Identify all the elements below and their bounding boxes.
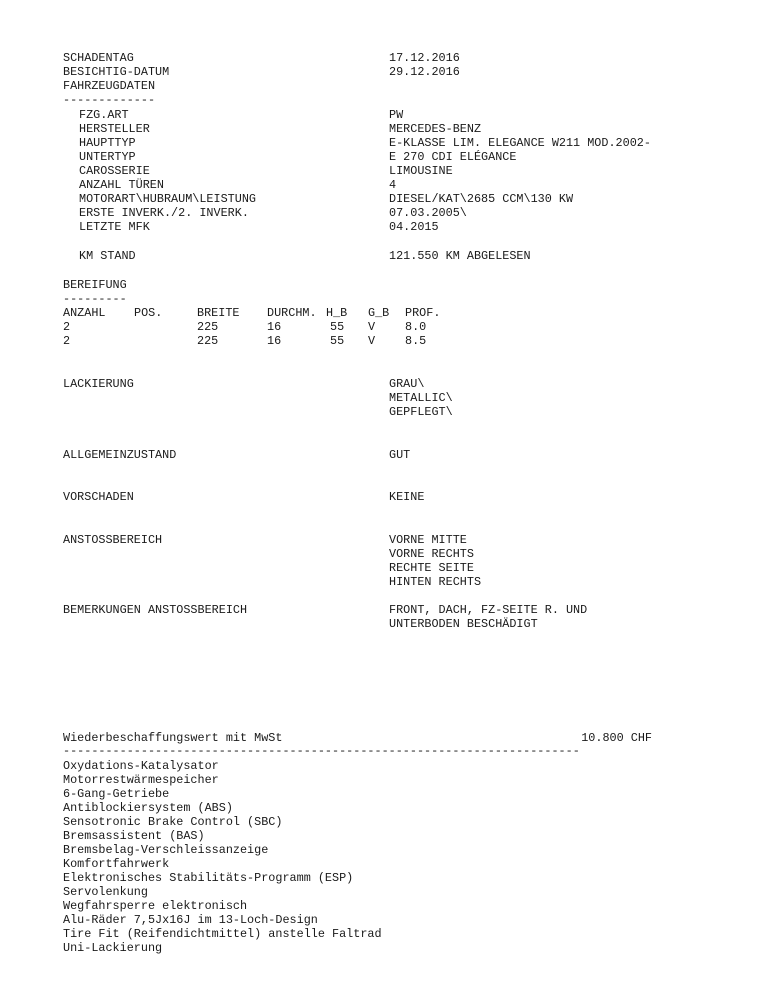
allgemeinzustand-value: GUT	[389, 448, 411, 462]
equipment-item: Bremsbelag-Verschleissanzeige	[63, 843, 269, 857]
tires-heading: BEREIFUNG	[63, 278, 127, 292]
tires-cell: 225	[197, 334, 219, 348]
wert-value: 10.800 CHF	[581, 731, 652, 745]
vorschaden-value: KEINE	[389, 490, 425, 504]
vehicle-label: MOTORART\HUBRAUM\LEISTUNG	[79, 192, 256, 206]
vehicle-value: E-KLASSE LIM. ELEGANCE W211 MOD.2002-	[389, 136, 651, 150]
tires-cell: 55	[330, 334, 345, 348]
bemerkungen-value-line: FRONT, DACH, FZ-SEITE R. UND	[389, 603, 588, 617]
tires-header-pos: POS.	[134, 306, 163, 320]
lackierung-value-line: METALLIC\	[389, 391, 453, 405]
vehicle-label: HAUPTTYP	[79, 136, 136, 150]
equipment-item: Elektronisches Stabilitäts-Programm (ESP)	[63, 871, 354, 885]
vehicle-value: MERCEDES-BENZ	[389, 122, 482, 136]
equipment-item: Tire Fit (Reifendichtmittel) anstelle Faltrad	[63, 927, 382, 941]
anstossbereich-value-line: RECHTE SEITE	[389, 561, 474, 575]
vehicle-label: FZG.ART	[79, 108, 129, 122]
tires-cell: 55	[330, 320, 345, 334]
equipment-item: Oxydations-Katalysator	[63, 759, 219, 773]
tires-header-durchm: DURCHM.	[267, 306, 317, 320]
vehicle-label: UNTERTYP	[79, 150, 136, 164]
vehicle-value: 4	[389, 178, 397, 192]
tires-cell: 225	[197, 320, 219, 334]
fahrzeugdaten-heading: FAHRZEUGDATEN	[63, 79, 156, 93]
tires-cell: V	[368, 320, 376, 334]
tires-cell: 8.0	[405, 320, 427, 334]
tires-header-breite: BREITE	[197, 306, 240, 320]
tires-header-prof: PROF.	[405, 306, 441, 320]
tires-rule: ---------	[63, 292, 127, 306]
equipment-item: Antiblockiersystem (ABS)	[63, 801, 233, 815]
equipment-item: Alu-Räder 7,5Jx16J im 13-Loch-Design	[63, 913, 318, 927]
vehicle-value: PW	[389, 108, 404, 122]
tires-header-gb: G_B	[368, 306, 390, 320]
wert-rule: -------------------------------------------------------------------------	[63, 744, 580, 758]
equipment-item: 6-Gang-Getriebe	[63, 787, 170, 801]
vehicle-value: DIESEL/KAT\2685 CCM\130 KW	[389, 192, 574, 206]
besichtig-value: 29.12.2016	[389, 65, 460, 79]
vehicle-label: ERSTE INVERK./2. INVERK.	[79, 206, 249, 220]
bemerkungen-label: BEMERKUNGEN ANSTOSSBEREICH	[63, 603, 248, 617]
tires-cell: 2	[63, 320, 71, 334]
tires-cell: 16	[267, 320, 282, 334]
lackierung-value-line: GEPFLEGT\	[389, 405, 453, 419]
equipment-item: Servolenkung	[63, 885, 148, 899]
km-label: KM STAND	[79, 249, 136, 263]
schadentag-value: 17.12.2016	[389, 51, 460, 65]
vehicle-label: ANZAHL TÜREN	[79, 178, 164, 192]
anstossbereich-label: ANSTOSSBEREICH	[63, 533, 163, 547]
tires-header-anzahl: ANZAHL	[63, 306, 106, 320]
equipment-item: Motorrestwärmespeicher	[63, 773, 219, 787]
schadentag-label: SCHADENTAG	[63, 51, 134, 65]
equipment-item: Bremsassistent (BAS)	[63, 829, 205, 843]
vehicle-value: 07.03.2005\	[389, 206, 467, 220]
km-value: 121.550 KM ABGELESEN	[389, 249, 531, 263]
lackierung-value-line: GRAU\	[389, 377, 425, 391]
vehicle-value: E 270 CDI ELÉGANCE	[389, 150, 517, 164]
tires-header-hb: H_B	[326, 306, 348, 320]
equipment-item: Uni-Lackierung	[63, 941, 163, 955]
equipment-item: Wegfahrsperre elektronisch	[63, 899, 248, 913]
tires-cell: 16	[267, 334, 282, 348]
vehicle-label: HERSTELLER	[79, 122, 150, 136]
vehicle-label: LETZTE MFK	[79, 220, 150, 234]
fahrzeugdaten-rule: -------------	[63, 93, 156, 107]
vorschaden-label: VORSCHADEN	[63, 490, 134, 504]
tires-cell: 2	[63, 334, 71, 348]
vehicle-label: CAROSSERIE	[79, 164, 150, 178]
tires-cell: 8.5	[405, 334, 427, 348]
besichtig-label: BESICHTIG-DATUM	[63, 65, 170, 79]
anstossbereich-value-line: VORNE RECHTS	[389, 547, 474, 561]
equipment-item: Komfortfahrwerk	[63, 857, 170, 871]
vehicle-value: LIMOUSINE	[389, 164, 453, 178]
allgemeinzustand-label: ALLGEMEINZUSTAND	[63, 448, 177, 462]
tires-cell: V	[368, 334, 376, 348]
vehicle-value: 04.2015	[389, 220, 439, 234]
wert-label: Wiederbeschaffungswert mit MwSt	[63, 731, 283, 745]
anstossbereich-value-line: HINTEN RECHTS	[389, 575, 482, 589]
anstossbereich-value-line: VORNE MITTE	[389, 533, 467, 547]
equipment-item: Sensotronic Brake Control (SBC)	[63, 815, 283, 829]
bemerkungen-value-line: UNTERBODEN BESCHÄDIGT	[389, 617, 538, 631]
lackierung-label: LACKIERUNG	[63, 377, 134, 391]
